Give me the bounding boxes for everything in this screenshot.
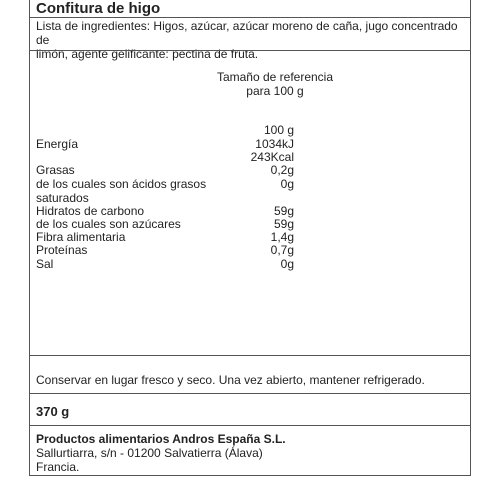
nutrition-row-value: 0,7g <box>270 243 294 257</box>
nutrition-row-label: de los cuales son ácidos grasos <box>36 177 207 191</box>
reference-size-label: Tamaño de referencia <box>216 70 334 84</box>
nutrition-row-value: 1034kJ <box>255 137 294 151</box>
nutrition-row-value: 243Kcal <box>250 150 294 164</box>
nutrition-row-value: 1,4g <box>270 230 294 244</box>
nutrition-row-label: Fibra alimentaria <box>36 230 126 244</box>
reference-size-value: para 100 g <box>246 84 304 98</box>
net-weight: 370 g <box>36 404 70 419</box>
net-weight-divider <box>29 425 471 426</box>
manufacturer-country: Francia. <box>36 460 80 474</box>
nutrition-row-value: 0g <box>280 257 294 271</box>
nutrition-row-label: Sal <box>36 257 54 271</box>
nutrition-row-value: 0g <box>280 177 294 191</box>
nutrition-row-value: 59g <box>273 217 294 231</box>
ingredients-divider <box>29 50 471 51</box>
storage-divider <box>29 393 471 394</box>
nutrition-row-label: Proteínas <box>36 243 88 257</box>
ingredients-line-1: Lista de ingredientes: Higos, azúcar, azúcar moreno de caña, jugo concentrado de <box>36 19 458 47</box>
nutrition-column-header: 100 g <box>263 123 294 137</box>
manufacturer-name: Productos alimentarios Andros España S.L. <box>36 432 286 446</box>
nutrition-row-value: 0,2g <box>270 163 294 177</box>
nutrition-row-value: 59g <box>273 204 294 218</box>
nutrition-row-label: saturados <box>36 191 89 205</box>
nutrition-row-label: Energía <box>36 137 79 151</box>
title-divider <box>29 17 471 18</box>
nutrition-divider <box>29 355 471 356</box>
nutrition-row-label: Hidratos de carbono <box>36 204 145 218</box>
nutrition-row-label: Grasas <box>36 163 75 177</box>
nutrition-row-label: de los cuales son azúcares <box>36 217 181 231</box>
product-title: Confitura de higo <box>36 0 161 17</box>
manufacturer-address: Sallurtiarra, s/n - 01200 Salvatierra (Álava) <box>36 446 263 460</box>
ingredients-list <box>36 19 466 61</box>
ingredients-line-2: limón, agente gelificante: pectina de fruta. <box>36 47 259 61</box>
storage-instructions: Conservar en lugar fresco y seco. Una vez abierto, mantener refrigerado. <box>36 373 425 387</box>
